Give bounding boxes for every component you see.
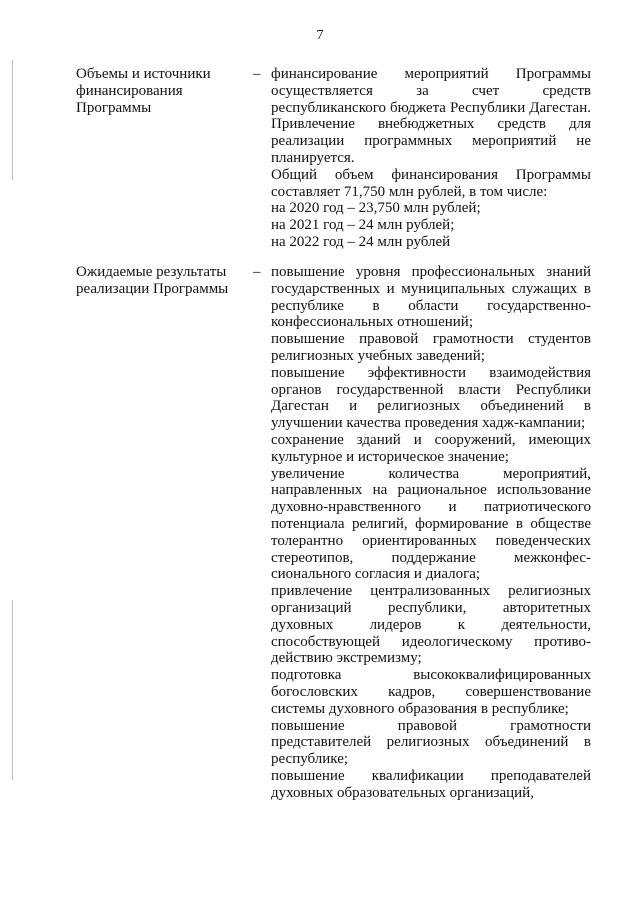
result-item: повышение правовой грамотности студентов религиозных учебных заведений; <box>271 331 591 364</box>
results-dash: – <box>253 264 261 280</box>
financing-year-line: на 2022 год – 24 млн рублей <box>271 233 451 250</box>
financing-dash: – <box>253 66 261 82</box>
page-number: 7 <box>316 28 324 43</box>
result-item: увеличение количества мероприятий, направленных на рациональное использование духовно-нравственного и патриотического потенциала религий, формирование в обществе толерантно ориентированных поведенческих стереотипов, поддержание межконфес-сионального согласия и диалога; <box>271 465 591 583</box>
result-item: повышение эффективности взаимодействия органов государственной власти Республики Дагестан и религиозных объединений в улучшении качества проведения хадж-кампании; <box>271 364 591 432</box>
financing-paragraph: финансирование мероприятий Программы осуществляется за счет средств республиканского бюджета Республики Дагестан. Привлечение внебюджетных средств для реализации программных мероприятий не планируется. <box>271 66 591 166</box>
financing-content <box>271 66 591 251</box>
result-item: повышение квалификации преподавателей духовных образовательных организаций, <box>271 767 591 801</box>
results-content <box>271 264 591 802</box>
scan-edge-mark <box>12 600 13 780</box>
result-item: подготовка высококвалифицированных богословских кадров, совершенствование системы духовного образования в республике; <box>271 667 591 717</box>
result-item: повышение уровня профессиональных знаний государственных и муниципальных служащих в республике в области государственно-конфессиональных отношений; <box>271 264 591 331</box>
result-item: сохранение зданий и сооружений, имеющих культурное и историческое значение; <box>271 431 591 465</box>
financing-year-line: на 2021 год – 24 млн рублей; <box>271 217 455 234</box>
financing-year-line: на 2020 год – 23,750 млн рублей; <box>271 200 481 217</box>
financing-paragraph: Общий объем финансирования Программы составляет 71,750 млн рублей, в том числе: <box>271 166 591 200</box>
scan-edge-mark <box>12 60 13 180</box>
result-item: привлечение централизованных религиозных организаций республики, авторитетных духовных лидеров к деятельности, способствующей идеологическому противо-действию экстремизму; <box>271 583 591 667</box>
financing-label: Объемы и источники финансирования Программы <box>76 66 211 116</box>
result-item: повышение правовой грамотности представителей религиозных объединений в республике; <box>271 717 591 768</box>
results-label: Ожидаемые результаты реализации Программы <box>76 264 229 297</box>
